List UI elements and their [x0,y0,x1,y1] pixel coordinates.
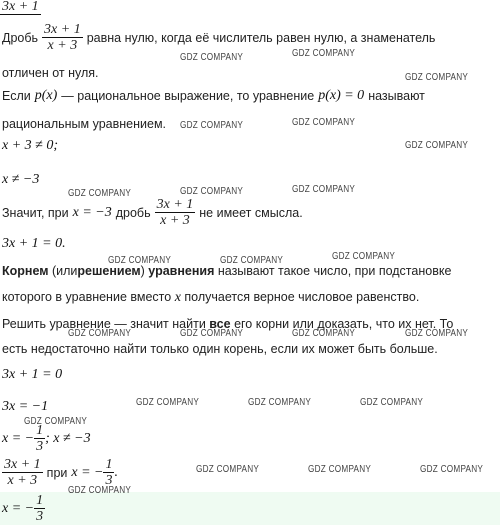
text-segment: Значит, при [2,205,69,220]
math-expression: . [114,464,118,480]
watermark: GDZ COMPANY [405,72,469,83]
text-segment: называют [368,89,425,103]
fraction-3x1-over-x3 [155,197,196,228]
watermark: GDZ COMPANY [292,328,356,339]
fraction-zero-sentence [2,22,435,53]
fraction-bar [0,14,41,15]
fraction-denominator: 3 [36,439,44,454]
equation-3x-plus-1-zero: 3x + 1 = 0 [2,367,63,382]
partial-fraction [0,0,41,15]
watermark: GDZ COMPANY [420,464,484,475]
watermark: GDZ COMPANY [405,140,469,151]
final-answer [2,493,45,524]
math-expression: x = − [2,430,35,446]
text-segment: называют такое число, при подстановке [217,264,452,278]
root-definition-cont [2,290,419,306]
text-segment: получается верное числовое равенство. [184,290,420,304]
math-x-minus-one-third [71,457,118,488]
math-x-equals-minus-3: x = −3 [72,204,112,220]
watermark: GDZ COMPANY [24,416,88,427]
equation-3x-plus-1 [2,236,66,252]
watermark: GDZ COMPANY [180,328,244,339]
bold-term: Корнем [2,264,49,278]
fraction-numerator: 3x + 1 [156,197,194,212]
text-continuation: отличен от нуля. [2,66,99,80]
undefined-fraction-sentence [2,197,303,228]
watermark: GDZ COMPANY [180,120,244,131]
fraction-denominator: 3 [105,473,113,488]
watermark: GDZ COMPANY [68,485,132,496]
watermark: GDZ COMPANY [220,255,284,266]
math-expression: 3x + 1 = 0. [2,236,66,251]
math-expression: ; x ≠ −3 [45,430,91,446]
fraction-numerator: 1 [36,493,44,508]
highlighted-answer-row [0,492,500,525]
fraction-numerator: 3x + 1 [44,22,81,37]
text-segment: которого в уравнение вместо [2,290,172,304]
root-definition [2,264,451,278]
watermark: GDZ COMPANY [68,188,132,199]
watermark: GDZ COMPANY [292,184,356,195]
text-segment: ) [140,264,145,278]
equation-x-not-minus-3: x ≠ −3 [2,172,40,187]
text-rest: равна нулю, когда её числитель равен нулю, а знаменатель [86,30,436,45]
equation-3x-minus-1: 3x = −1 [2,399,49,414]
bold-term: решением [77,264,141,278]
text-continuation: есть недостаточно найти только один корень, если их может быть больше. [2,342,438,356]
rational-equation-definition [2,88,425,104]
watermark: GDZ COMPANY [405,328,469,339]
text-segment: Решить уравнение — значит найти [2,317,206,331]
fraction-numerator: 3x + 1 [2,0,39,14]
equation-x-minus-one-third [2,423,91,454]
text-segment: Если [2,89,31,103]
math-px-equals-zero: p(x) = 0 [318,88,365,103]
fraction-3x1-over-x3 [2,457,43,488]
watermark: GDZ COMPANY [196,464,260,475]
watermark: GDZ COMPANY [68,328,132,339]
bold-term: все [209,317,231,331]
fraction-denominator: x + 3 [7,473,38,488]
fraction-numerator: 3x + 1 [4,457,41,472]
watermark: GDZ COMPANY [248,397,312,408]
math-expression: x = − [2,500,35,516]
math-expression: x = − [71,464,104,480]
text-segment: дробь [115,205,151,220]
text-segment: — рациональное выражение, то уравнение [61,89,315,103]
text-segment: (или [51,264,78,278]
watermark: GDZ COMPANY [108,255,172,266]
fraction-one-third [34,493,45,524]
fraction-numerator: 1 [105,457,113,472]
equation-x-plus-3-not-zero: x + 3 ≠ 0; [2,138,59,153]
fraction-one-third [103,457,114,488]
fraction-one-third [34,423,45,454]
watermark: GDZ COMPANY [292,117,356,128]
math-x: x [174,290,181,305]
watermark: GDZ COMPANY [360,397,424,408]
fraction-numerator: 1 [36,423,44,438]
watermark: GDZ COMPANY [332,251,396,262]
watermark: GDZ COMPANY [180,186,244,197]
fraction-3x1-over-x3 [42,22,83,53]
fraction-at-minus-one-third [2,457,118,488]
text-segment: не имеет смысла. [199,205,303,220]
math-px: p(x) [34,88,58,103]
text-segment: при [46,465,68,480]
text-segment: его корни или доказать, что их нет. То [234,317,454,331]
fraction-denominator: 3 [36,509,44,524]
text-prefix: Дробь [2,30,39,45]
text-continuation: рациональным уравнением. [2,117,167,131]
fraction-denominator: x + 3 [47,38,78,53]
watermark: GDZ COMPANY [308,464,372,475]
watermark: GDZ COMPANY [136,397,200,408]
watermark: GDZ COMPANY [180,52,244,63]
watermark: GDZ COMPANY [292,48,356,59]
bold-term: уравнения [148,264,215,278]
fraction-denominator: x + 3 [160,213,190,228]
